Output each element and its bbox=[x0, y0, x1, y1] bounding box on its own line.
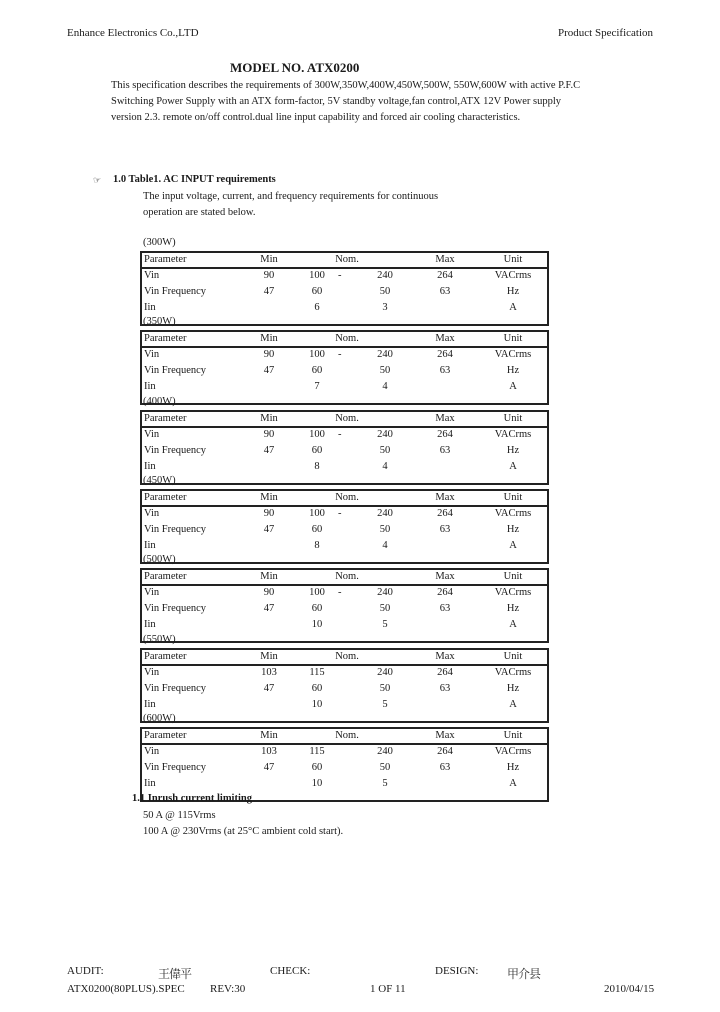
section-text-line2: operation are stated below. bbox=[143, 207, 256, 218]
header-max: Max bbox=[435, 571, 455, 582]
cell-max: 264 bbox=[437, 746, 453, 757]
cell-min: 47 bbox=[263, 445, 275, 456]
cell-nom1: 100 bbox=[309, 270, 325, 281]
cell-unit: A bbox=[509, 540, 517, 551]
table-row bbox=[142, 507, 547, 522]
table-header-row bbox=[142, 491, 547, 507]
cell-max: 264 bbox=[437, 429, 453, 440]
design-signature: 甲介县 bbox=[507, 967, 541, 981]
table-row bbox=[142, 682, 547, 697]
cell-unit: Hz bbox=[506, 286, 520, 297]
table-wattage-label: (400W) bbox=[143, 396, 176, 407]
cell-max: 63 bbox=[439, 524, 451, 535]
cell-unit: VACrms bbox=[494, 667, 532, 678]
section-heading-1-0: 1.0 Table1. AC INPUT requirements bbox=[113, 174, 276, 185]
cell-nom2: 240 bbox=[377, 349, 393, 360]
cell-nom1: 115 bbox=[309, 667, 325, 678]
cell-unit: Hz bbox=[506, 762, 520, 773]
cell-unit: VACrms bbox=[494, 508, 532, 519]
header-max: Max bbox=[435, 730, 455, 741]
header-nom: Nom. bbox=[335, 492, 359, 503]
cell-nom2: 240 bbox=[377, 667, 393, 678]
header-unit: Unit bbox=[503, 333, 523, 344]
cell-nom1: 7 bbox=[314, 381, 320, 392]
cell-dash: - bbox=[338, 429, 342, 440]
header-nom: Nom. bbox=[335, 333, 359, 344]
spec-table bbox=[140, 330, 549, 405]
cell-unit: A bbox=[509, 381, 517, 392]
cell-unit: VACrms bbox=[494, 349, 532, 360]
cell-param: Iin bbox=[144, 381, 156, 392]
table-row bbox=[142, 586, 547, 601]
table-header-row bbox=[142, 650, 547, 666]
header-unit: Unit bbox=[503, 413, 523, 424]
table-header-row bbox=[142, 570, 547, 586]
cell-nom1: 8 bbox=[314, 540, 320, 551]
table-wattage-label: (550W) bbox=[143, 634, 176, 645]
cell-param: Iin bbox=[144, 540, 156, 551]
cell-nom2: 240 bbox=[377, 270, 393, 281]
cell-param: Iin bbox=[144, 778, 156, 789]
table-row bbox=[142, 364, 547, 379]
header-max: Max bbox=[435, 333, 455, 344]
cell-param: Vin bbox=[144, 508, 160, 519]
document-type: Product Specification bbox=[558, 27, 654, 39]
table-row bbox=[142, 285, 547, 300]
cell-dash: - bbox=[338, 270, 342, 281]
cell-nom2: 4 bbox=[382, 381, 388, 392]
cell-max: 63 bbox=[439, 603, 451, 614]
cell-nom1: 60 bbox=[311, 445, 323, 456]
cell-nom1: 60 bbox=[311, 683, 323, 694]
header-param: Parameter bbox=[144, 651, 187, 662]
check-label: CHECK: bbox=[270, 965, 311, 977]
cell-nom2: 50 bbox=[379, 524, 391, 535]
cell-unit: VACrms bbox=[494, 270, 532, 281]
cell-min: 47 bbox=[263, 762, 275, 773]
cell-nom2: 4 bbox=[382, 461, 388, 472]
cell-nom1: 10 bbox=[311, 778, 323, 789]
cell-min: 103 bbox=[261, 746, 277, 757]
header-unit: Unit bbox=[503, 651, 523, 662]
table-row bbox=[142, 269, 547, 284]
cell-param: Vin bbox=[144, 270, 160, 281]
header-max: Max bbox=[435, 492, 455, 503]
table-row bbox=[142, 666, 547, 681]
section-heading-1-1: 1.1 Inrush current limiting bbox=[132, 793, 252, 804]
cell-max: 264 bbox=[437, 587, 453, 598]
header-min: Min bbox=[260, 730, 278, 741]
cell-nom2: 50 bbox=[379, 683, 391, 694]
cell-min: 47 bbox=[263, 286, 275, 297]
cell-min: 47 bbox=[263, 365, 275, 376]
table-header-row bbox=[142, 332, 547, 348]
cell-param: Vin Frequency bbox=[144, 683, 207, 694]
cell-unit: Hz bbox=[506, 365, 520, 376]
table-row bbox=[142, 348, 547, 363]
header-param: Parameter bbox=[144, 571, 187, 582]
header-min: Min bbox=[260, 571, 278, 582]
table-row bbox=[142, 460, 547, 475]
cell-nom1: 60 bbox=[311, 286, 323, 297]
page-number: 1 OF 11 bbox=[370, 983, 406, 995]
cell-unit: VACrms bbox=[494, 746, 532, 757]
cell-nom1: 100 bbox=[309, 508, 325, 519]
cell-min: 103 bbox=[261, 667, 277, 678]
cell-max: 264 bbox=[437, 270, 453, 281]
table-row bbox=[142, 618, 547, 633]
cell-max: 63 bbox=[439, 286, 451, 297]
cell-dash: - bbox=[338, 349, 342, 360]
cell-param: Vin bbox=[144, 587, 160, 598]
document-date: 2010/04/15 bbox=[604, 983, 655, 995]
cell-param: Vin bbox=[144, 429, 160, 440]
cell-nom2: 50 bbox=[379, 762, 391, 773]
table-wattage-label: (450W) bbox=[143, 475, 176, 486]
company-name: Enhance Electronics Co.,LTD bbox=[67, 27, 199, 39]
cell-unit: Hz bbox=[506, 683, 520, 694]
header-max: Max bbox=[435, 651, 455, 662]
table-row bbox=[142, 444, 547, 459]
header-min: Min bbox=[260, 413, 278, 424]
cell-unit: Hz bbox=[506, 445, 520, 456]
table-wattage-label: (350W) bbox=[143, 316, 176, 327]
cell-param: Iin bbox=[144, 302, 156, 313]
header-min: Min bbox=[260, 254, 278, 265]
inrush-line-230v: 100 A @ 230Vrms (at 25°C ambient cold start). bbox=[143, 826, 344, 837]
cell-dash: - bbox=[338, 587, 342, 598]
header-nom: Nom. bbox=[335, 413, 359, 424]
table-header-row bbox=[142, 729, 547, 745]
spec-table bbox=[140, 727, 549, 802]
header-unit: Unit bbox=[503, 492, 523, 503]
spec-table bbox=[140, 251, 549, 326]
header-max: Max bbox=[435, 413, 455, 424]
intro-paragraph: This specification describes the requirements of 300W,350W,400W,450W,500W, 550W,600W with active P.F.C Switching Power Supply with an ATX form-factor, 5V standby voltage,fan control,ATX 12V Power supply version 2.3. remote on/off control.dual line input capability and forced air cooling characteristics. bbox=[111, 80, 581, 123]
table-row bbox=[142, 602, 547, 617]
header-param: Parameter bbox=[144, 254, 187, 265]
cell-nom2: 5 bbox=[382, 699, 388, 710]
cell-max: 63 bbox=[439, 762, 451, 773]
cell-nom2: 240 bbox=[377, 746, 393, 757]
cell-max: 264 bbox=[437, 508, 453, 519]
cell-unit: VACrms bbox=[494, 587, 532, 598]
cell-max: 63 bbox=[439, 365, 451, 376]
cell-nom1: 115 bbox=[309, 746, 325, 757]
cell-nom2: 50 bbox=[379, 365, 391, 376]
cell-max: 264 bbox=[437, 667, 453, 678]
cell-nom2: 3 bbox=[382, 302, 388, 313]
table-row bbox=[142, 698, 547, 713]
table-row bbox=[142, 777, 547, 792]
cell-nom1: 100 bbox=[309, 429, 325, 440]
cell-min: 47 bbox=[263, 524, 275, 535]
cell-nom1: 6 bbox=[314, 302, 320, 313]
cell-min: 47 bbox=[263, 603, 275, 614]
cell-nom2: 50 bbox=[379, 445, 391, 456]
page-title: MODEL NO. ATX0200 bbox=[230, 60, 360, 75]
cell-nom1: 60 bbox=[311, 365, 323, 376]
cell-nom1: 60 bbox=[311, 603, 323, 614]
header-param: Parameter bbox=[144, 333, 187, 344]
cell-min: 90 bbox=[263, 429, 275, 440]
cell-param: Vin bbox=[144, 746, 160, 757]
header-nom: Nom. bbox=[335, 254, 359, 265]
cell-param: Vin Frequency bbox=[144, 603, 207, 614]
table-header-row bbox=[142, 412, 547, 428]
cell-unit: A bbox=[509, 778, 517, 789]
cell-dash: - bbox=[338, 508, 342, 519]
spec-table bbox=[140, 568, 549, 643]
cell-nom1: 60 bbox=[311, 524, 323, 535]
cell-unit: Hz bbox=[506, 524, 520, 535]
spec-table bbox=[140, 410, 549, 485]
cell-unit: A bbox=[509, 699, 517, 710]
cell-param: Iin bbox=[144, 619, 156, 630]
table-row bbox=[142, 539, 547, 554]
cell-max: 264 bbox=[437, 349, 453, 360]
cell-nom2: 4 bbox=[382, 540, 388, 551]
cell-param: Vin Frequency bbox=[144, 445, 207, 456]
table-row bbox=[142, 745, 547, 760]
header-nom: Nom. bbox=[335, 730, 359, 741]
table-row bbox=[142, 523, 547, 538]
header-param: Parameter bbox=[144, 730, 187, 741]
cell-nom2: 240 bbox=[377, 429, 393, 440]
table-row bbox=[142, 380, 547, 395]
cell-nom1: 8 bbox=[314, 461, 320, 472]
cell-nom1: 10 bbox=[311, 619, 323, 630]
revision: REV:30 bbox=[210, 983, 246, 995]
cell-nom1: 60 bbox=[311, 762, 323, 773]
header-param: Parameter bbox=[144, 413, 187, 424]
cell-max: 63 bbox=[439, 683, 451, 694]
cell-min: 90 bbox=[263, 270, 275, 281]
header-min: Min bbox=[260, 333, 278, 344]
spec-table bbox=[140, 489, 549, 564]
section-text-line1: The input voltage, current, and frequency requirements for continuous bbox=[143, 191, 439, 202]
cell-param: Iin bbox=[144, 461, 156, 472]
header-unit: Unit bbox=[503, 571, 523, 582]
cell-min: 90 bbox=[263, 587, 275, 598]
audit-label: AUDIT: bbox=[67, 965, 104, 977]
table-row bbox=[142, 301, 547, 316]
spec-table bbox=[140, 648, 549, 723]
cell-nom2: 50 bbox=[379, 286, 391, 297]
table-wattage-label: (500W) bbox=[143, 554, 176, 565]
cell-unit: A bbox=[509, 302, 517, 313]
table-row bbox=[142, 428, 547, 443]
cell-min: 90 bbox=[263, 349, 275, 360]
table-row bbox=[142, 761, 547, 776]
cell-min: 47 bbox=[263, 683, 275, 694]
table-wattage-label: (300W) bbox=[143, 237, 176, 248]
table-header-row bbox=[142, 253, 547, 269]
cell-nom2: 240 bbox=[377, 587, 393, 598]
cell-unit: Hz bbox=[506, 603, 520, 614]
cell-unit: A bbox=[509, 619, 517, 630]
design-label: DESIGN: bbox=[435, 965, 479, 977]
cell-unit: VACrms bbox=[494, 429, 532, 440]
cell-nom1: 100 bbox=[309, 587, 325, 598]
header-param: Parameter bbox=[144, 492, 187, 503]
cell-param: Vin Frequency bbox=[144, 524, 207, 535]
header-unit: Unit bbox=[503, 730, 523, 741]
cell-param: Vin bbox=[144, 349, 160, 360]
header-nom: Nom. bbox=[335, 571, 359, 582]
inrush-line-115v: 50 A @ 115Vrms bbox=[143, 810, 216, 821]
cell-param: Vin bbox=[144, 667, 160, 678]
header-unit: Unit bbox=[503, 254, 523, 265]
cell-nom2: 50 bbox=[379, 603, 391, 614]
audit-signature: 王偉平 bbox=[158, 967, 192, 981]
cell-unit: A bbox=[509, 461, 517, 472]
cell-nom2: 5 bbox=[382, 619, 388, 630]
header-min: Min bbox=[260, 651, 278, 662]
header-max: Max bbox=[435, 254, 455, 265]
cell-param: Vin Frequency bbox=[144, 365, 207, 376]
cell-param: Iin bbox=[144, 699, 156, 710]
cell-param: Vin Frequency bbox=[144, 762, 207, 773]
cell-nom1: 100 bbox=[309, 349, 325, 360]
cell-nom2: 240 bbox=[377, 508, 393, 519]
header-min: Min bbox=[260, 492, 278, 503]
cell-min: 90 bbox=[263, 508, 275, 519]
cell-nom2: 5 bbox=[382, 778, 388, 789]
header-nom: Nom. bbox=[335, 651, 359, 662]
cell-max: 63 bbox=[439, 445, 451, 456]
table-wattage-label: (600W) bbox=[143, 713, 176, 724]
cell-nom1: 10 bbox=[311, 699, 323, 710]
pointing-hand-icon: ☞ bbox=[93, 175, 102, 185]
cell-param: Vin Frequency bbox=[144, 286, 207, 297]
document-id: ATX0200(80PLUS).SPEC bbox=[67, 983, 185, 995]
